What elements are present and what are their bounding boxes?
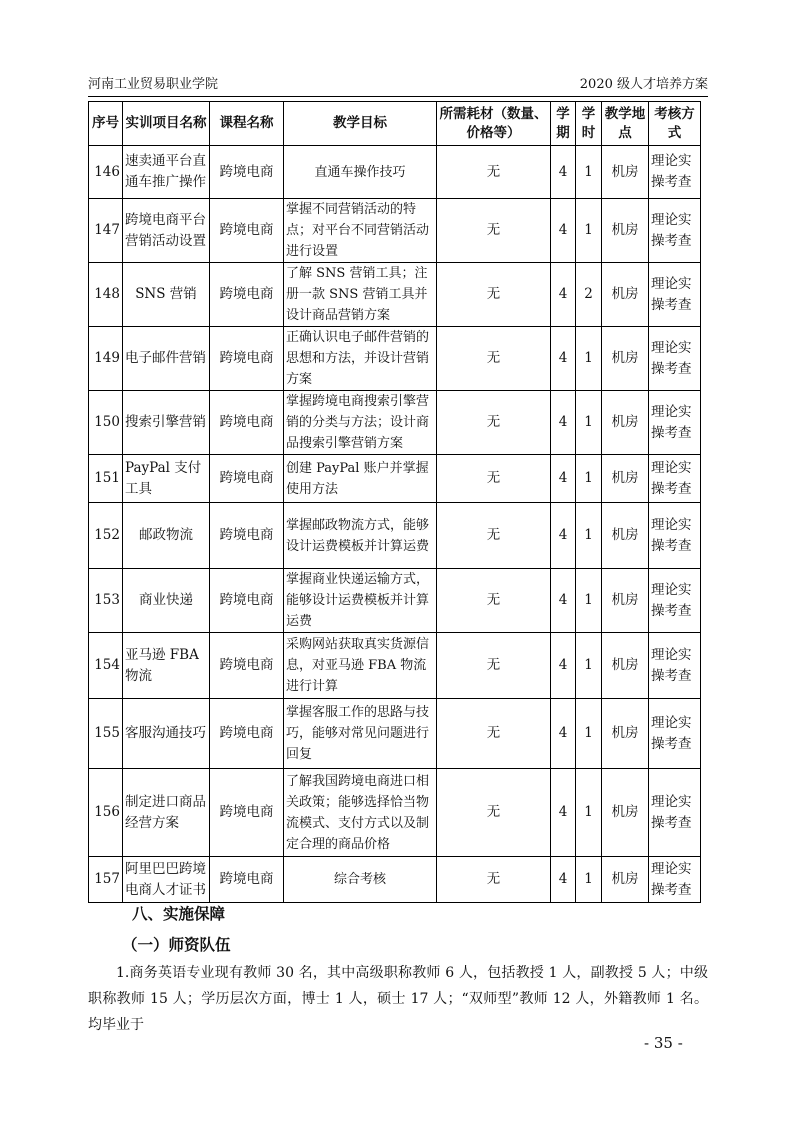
cell-hours: 1 xyxy=(576,455,602,503)
table-header-row xyxy=(89,102,701,146)
cell-term: 4 xyxy=(551,857,576,903)
cell-goal: 了解 SNS 营销工具；注册一款 SNS 营销工具并设计商品营销方案 xyxy=(284,263,437,327)
cell-project-name: 客服沟通技巧 xyxy=(123,699,210,769)
cell-goal: 掌握邮政物流方式，能够设计运费模板并计算运费 xyxy=(284,503,437,569)
cell-course: 跨境电商 xyxy=(210,569,284,633)
cell-project-name: 制定进口商品经营方案 xyxy=(123,769,210,857)
table-row xyxy=(89,263,701,327)
cell-no: 150 xyxy=(89,391,123,455)
cell-term: 4 xyxy=(551,569,576,633)
table-row xyxy=(89,391,701,455)
cell-course: 跨境电商 xyxy=(210,699,284,769)
cell-place: 机房 xyxy=(602,699,649,769)
cell-term: 4 xyxy=(551,146,576,199)
header-teaching-goal: 教学目标 xyxy=(284,102,437,146)
cell-exam: 理论实操考查 xyxy=(649,327,701,391)
cell-exam: 理论实操考查 xyxy=(649,569,701,633)
cell-materials: 无 xyxy=(437,503,551,569)
header-project-name: 实训项目名称 xyxy=(123,102,210,146)
cell-goal: 掌握客服工作的思路与技巧，能够对常见问题进行回复 xyxy=(284,699,437,769)
page-header xyxy=(88,74,708,97)
table-row xyxy=(89,769,701,857)
cell-hours: 1 xyxy=(576,327,602,391)
cell-hours: 1 xyxy=(576,391,602,455)
cell-hours: 1 xyxy=(576,857,602,903)
training-project-table xyxy=(88,101,701,903)
cell-no: 146 xyxy=(89,146,123,199)
cell-exam: 理论实操考查 xyxy=(649,699,701,769)
table-row xyxy=(89,699,701,769)
cell-goal: 正确认识电子邮件营销的思想和方法，并设计营销方案 xyxy=(284,327,437,391)
cell-project-name: PayPal 支付工具 xyxy=(123,455,210,503)
cell-hours: 1 xyxy=(576,146,602,199)
cell-place: 机房 xyxy=(602,455,649,503)
table-row xyxy=(89,327,701,391)
header-hours: 学时 xyxy=(576,102,602,146)
cell-project-name: 速卖通平台直通车推广操作 xyxy=(123,146,210,199)
cell-course: 跨境电商 xyxy=(210,146,284,199)
cell-exam: 理论实操考查 xyxy=(649,455,701,503)
cell-materials: 无 xyxy=(437,699,551,769)
cell-exam: 理论实操考查 xyxy=(649,263,701,327)
cell-place: 机房 xyxy=(602,769,649,857)
header-no: 序号 xyxy=(89,102,123,146)
cell-goal: 掌握跨境电商搜索引擎营销的分类与方法；设计商品搜索引擎营销方案 xyxy=(284,391,437,455)
header-document-title: 2020 级人才培养方案 xyxy=(579,77,708,92)
page-number: - 35 - xyxy=(644,1034,683,1052)
header-materials: 所需耗材（数量、价格等） xyxy=(437,102,551,146)
cell-place: 机房 xyxy=(602,146,649,199)
cell-place: 机房 xyxy=(602,199,649,263)
cell-no: 148 xyxy=(89,263,123,327)
cell-exam: 理论实操考查 xyxy=(649,199,701,263)
cell-place: 机房 xyxy=(602,503,649,569)
section-heading: 八、实施保障 xyxy=(132,904,226,923)
cell-term: 4 xyxy=(551,699,576,769)
cell-place: 机房 xyxy=(602,633,649,699)
cell-materials: 无 xyxy=(437,327,551,391)
cell-term: 4 xyxy=(551,633,576,699)
cell-goal: 采购网站获取真实货源信息，对亚马逊 FBA 物流进行计算 xyxy=(284,633,437,699)
cell-exam: 理论实操考查 xyxy=(649,503,701,569)
cell-goal: 掌握商业快递运输方式，能够设计运费模板并计算运费 xyxy=(284,569,437,633)
cell-term: 4 xyxy=(551,327,576,391)
cell-exam: 理论实操考查 xyxy=(649,146,701,199)
cell-hours: 1 xyxy=(576,633,602,699)
cell-place: 机房 xyxy=(602,569,649,633)
cell-no: 156 xyxy=(89,769,123,857)
cell-exam: 理论实操考查 xyxy=(649,857,701,903)
cell-course: 跨境电商 xyxy=(210,391,284,455)
cell-materials: 无 xyxy=(437,455,551,503)
table-row xyxy=(89,455,701,503)
cell-term: 4 xyxy=(551,199,576,263)
cell-hours: 1 xyxy=(576,199,602,263)
table-row xyxy=(89,633,701,699)
body-paragraph: 1.商务英语专业现有教师 30 名，其中高级职称教师 6 人，包括教授 1 人，副教授 5 人；中级职称教师 15 人；学历层次方面，博士 1 人，硕士 17 人；“双师型”教师 12 人，外籍教师 1 名。均毕业于 xyxy=(88,965,708,1033)
table-row xyxy=(89,146,701,199)
table-row xyxy=(89,199,701,263)
cell-term: 4 xyxy=(551,263,576,327)
cell-place: 机房 xyxy=(602,327,649,391)
cell-goal: 直通车操作技巧 xyxy=(284,146,437,199)
cell-goal: 掌握不同营销活动的特点；对平台不同营销活动进行设置 xyxy=(284,199,437,263)
cell-no: 154 xyxy=(89,633,123,699)
header-place: 教学地点 xyxy=(602,102,649,146)
cell-project-name: 邮政物流 xyxy=(123,503,210,569)
cell-term: 4 xyxy=(551,769,576,857)
cell-project-name: SNS 营销 xyxy=(123,263,210,327)
cell-project-name: 商业快递 xyxy=(123,569,210,633)
cell-materials: 无 xyxy=(437,857,551,903)
header-course-name: 课程名称 xyxy=(210,102,284,146)
cell-no: 157 xyxy=(89,857,123,903)
cell-exam: 理论实操考查 xyxy=(649,391,701,455)
cell-no: 155 xyxy=(89,699,123,769)
cell-course: 跨境电商 xyxy=(210,857,284,903)
cell-no: 149 xyxy=(89,327,123,391)
cell-materials: 无 xyxy=(437,263,551,327)
header-exam: 考核方式 xyxy=(649,102,701,146)
subsection-heading: （一）师资队伍 xyxy=(122,935,231,954)
cell-course: 跨境电商 xyxy=(210,503,284,569)
cell-goal: 创建 PayPal 账户并掌握使用方法 xyxy=(284,455,437,503)
cell-materials: 无 xyxy=(437,569,551,633)
cell-materials: 无 xyxy=(437,199,551,263)
cell-term: 4 xyxy=(551,503,576,569)
table-row xyxy=(89,569,701,633)
cell-no: 151 xyxy=(89,455,123,503)
cell-course: 跨境电商 xyxy=(210,199,284,263)
cell-course: 跨境电商 xyxy=(210,455,284,503)
header-term: 学期 xyxy=(551,102,576,146)
cell-place: 机房 xyxy=(602,857,649,903)
cell-place: 机房 xyxy=(602,391,649,455)
cell-materials: 无 xyxy=(437,391,551,455)
cell-materials: 无 xyxy=(437,146,551,199)
cell-no: 153 xyxy=(89,569,123,633)
cell-project-name: 阿里巴巴跨境电商人才证书 xyxy=(123,857,210,903)
cell-term: 4 xyxy=(551,455,576,503)
cell-place: 机房 xyxy=(602,263,649,327)
cell-course: 跨境电商 xyxy=(210,263,284,327)
cell-project-name: 跨境电商平台营销活动设置 xyxy=(123,199,210,263)
cell-exam: 理论实操考查 xyxy=(649,633,701,699)
cell-course: 跨境电商 xyxy=(210,633,284,699)
cell-no: 152 xyxy=(89,503,123,569)
cell-hours: 2 xyxy=(576,263,602,327)
cell-course: 跨境电商 xyxy=(210,769,284,857)
table-row xyxy=(89,857,701,903)
cell-materials: 无 xyxy=(437,633,551,699)
table-row xyxy=(89,503,701,569)
cell-hours: 1 xyxy=(576,769,602,857)
cell-materials: 无 xyxy=(437,769,551,857)
header-school-name: 河南工业贸易职业学院 xyxy=(88,77,219,92)
cell-project-name: 电子邮件营销 xyxy=(123,327,210,391)
cell-term: 4 xyxy=(551,391,576,455)
cell-no: 147 xyxy=(89,199,123,263)
cell-course: 跨境电商 xyxy=(210,327,284,391)
cell-goal: 综合考核 xyxy=(284,857,437,903)
cell-hours: 1 xyxy=(576,699,602,769)
cell-hours: 1 xyxy=(576,569,602,633)
cell-exam: 理论实操考查 xyxy=(649,769,701,857)
cell-project-name: 亚马逊 FBA 物流 xyxy=(123,633,210,699)
cell-project-name: 搜索引擎营销 xyxy=(123,391,210,455)
cell-goal: 了解我国跨境电商进口相关政策；能够选择恰当物流模式、支付方式以及制定合理的商品价格 xyxy=(284,769,437,857)
cell-hours: 1 xyxy=(576,503,602,569)
